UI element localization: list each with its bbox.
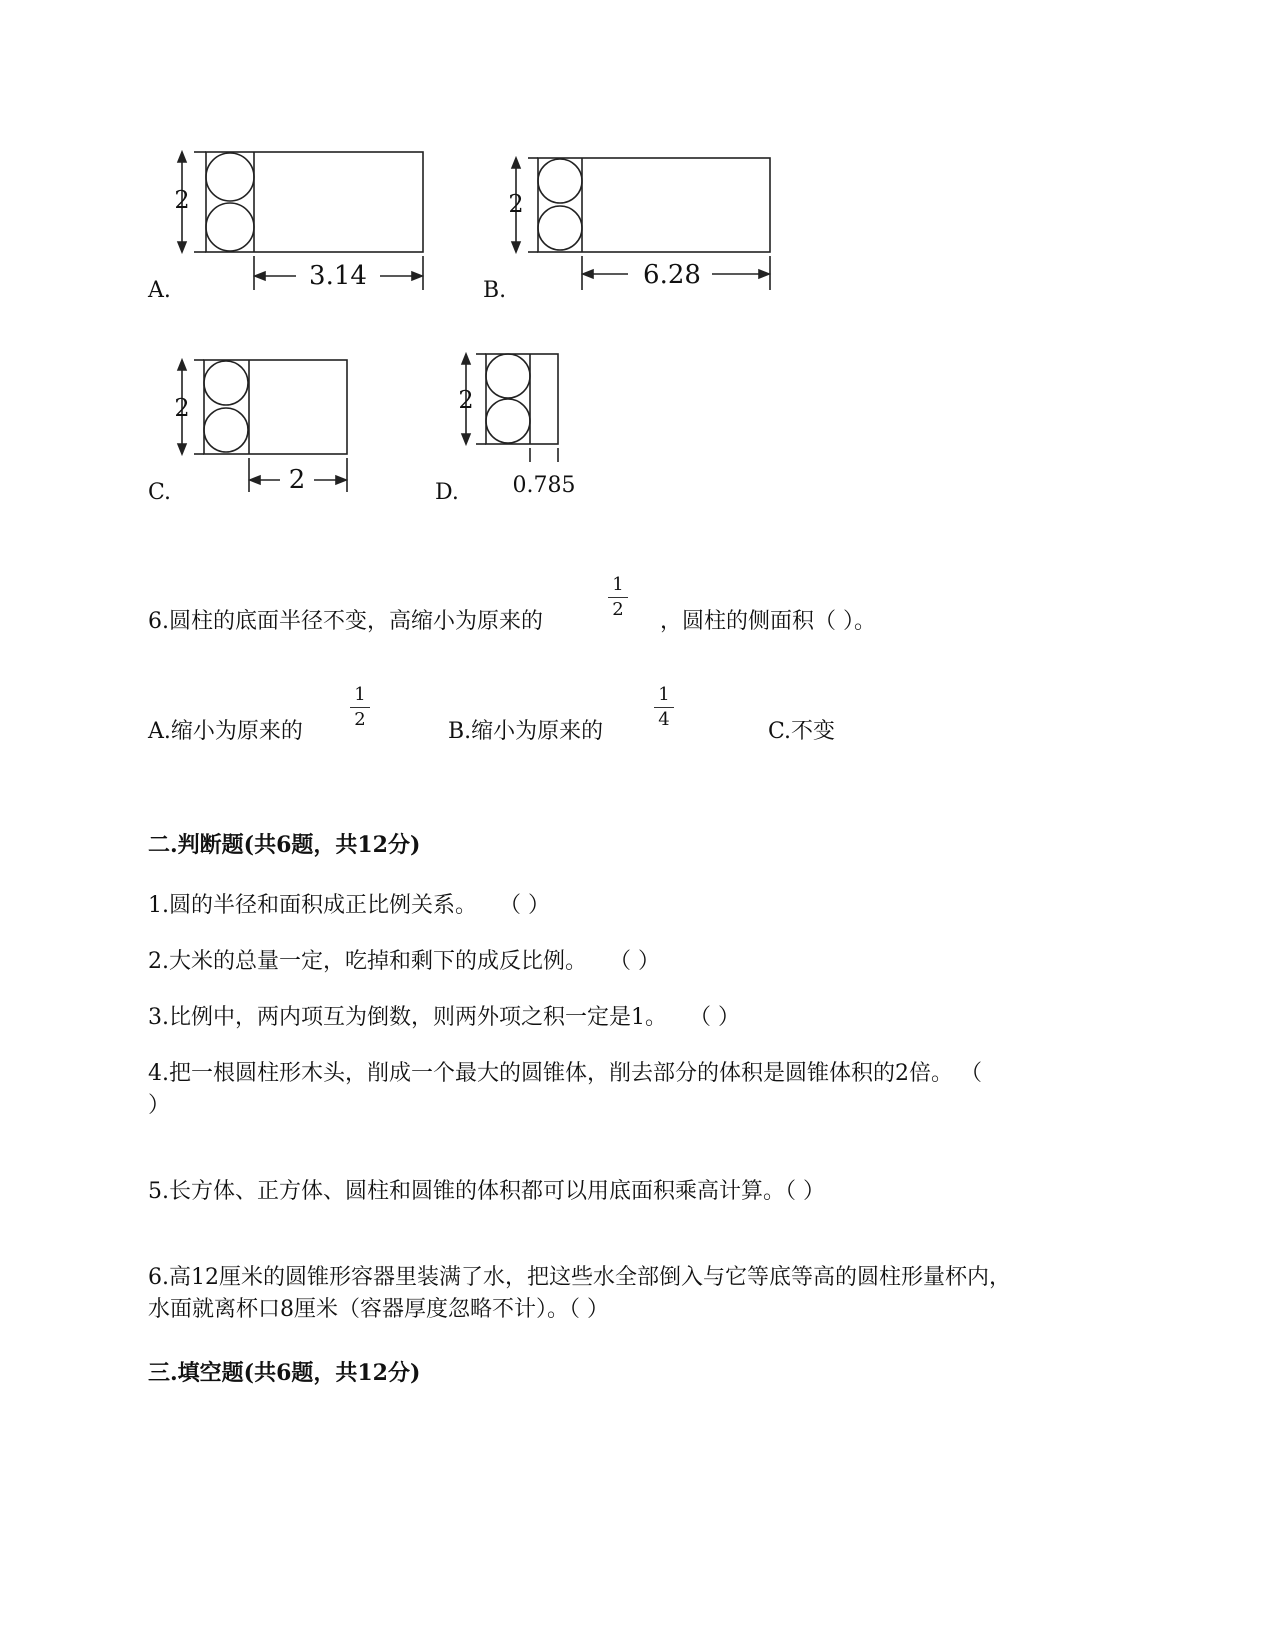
judgment-item-3: 3.比例中，两内项互为倒数，则两外项之积一定是1。 （ ） [148,1005,740,1030]
figure-b [506,156,776,296]
fraction-bar [608,597,628,598]
figure-c-height-label: 2 [174,394,190,422]
q6-option-b-text: B.缩小为原来的 [448,719,604,744]
question-6-text-after: ，圆柱的侧面积（ ）。 [660,609,876,634]
section-2-heading: 二.判断题(共6题，共12分) [148,832,421,858]
question-6-fraction [606,574,630,621]
fraction-denominator: 2 [612,599,624,620]
figure-a-width-label: 3.14 [309,261,367,291]
figure-a-height-label: 2 [174,186,190,214]
option-c-label: C. [148,480,172,505]
judgment-item-6-line-2: 水面就离杯口8厘米（容器厚度忽略不计）。（ ） [148,1297,609,1322]
option-a-label: A. [148,278,171,303]
fraction-denominator: 4 [658,709,670,730]
fraction-bar [654,707,674,708]
fraction-denominator: 2 [354,709,366,730]
option-b-label: B. [483,278,507,303]
figure-b-height-label: 2 [508,190,524,218]
figure-d [456,352,586,502]
q6-option-a-text: A.缩小为原来的 [148,719,303,744]
figure-c-width-label: 2 [288,465,306,495]
judgment-item-6-line-1: 6.高12厘米的圆锥形容器里装满了水，把这些水全部倒入与它等底等高的圆柱形量杯内， [148,1265,1011,1290]
figure-c [172,358,362,508]
judgment-item-5: 5.长方体、正方体、圆柱和圆锥的体积都可以用底面积乘高计算。（ ） [148,1179,825,1204]
judgment-item-1: 1.圆的半径和面积成正比例关系。 （ ） [148,893,550,918]
judgment-item-4-continued: ） [148,1093,171,1118]
q6-option-a-fraction [348,684,372,731]
option-d-label: D. [435,480,459,505]
figure-d-height-label: 2 [458,386,474,414]
section-3-heading: 三.填空题(共6题，共12分) [148,1360,421,1386]
figure-a [172,150,432,300]
fraction-numerator: 1 [354,684,366,705]
question-6-text-before: 6.圆柱的底面半径不变，高缩小为原来的 [148,609,543,634]
judgment-item-4: 4.把一根圆柱形木头，削成一个最大的圆锥体，削去部分的体积是圆锥体积的2倍。 （ [148,1061,982,1086]
figure-b-width-label: 6.28 [643,260,701,290]
q6-option-c-text: C.不变 [768,719,836,744]
judgment-item-2: 2.大米的总量一定，吃掉和剩下的成反比例。 （ ） [148,949,660,974]
q6-option-b-fraction [652,684,676,731]
fraction-bar [350,707,370,708]
figure-d-width-label: 0.785 [512,473,576,498]
fraction-numerator: 1 [658,684,670,705]
fraction-numerator: 1 [612,574,624,595]
